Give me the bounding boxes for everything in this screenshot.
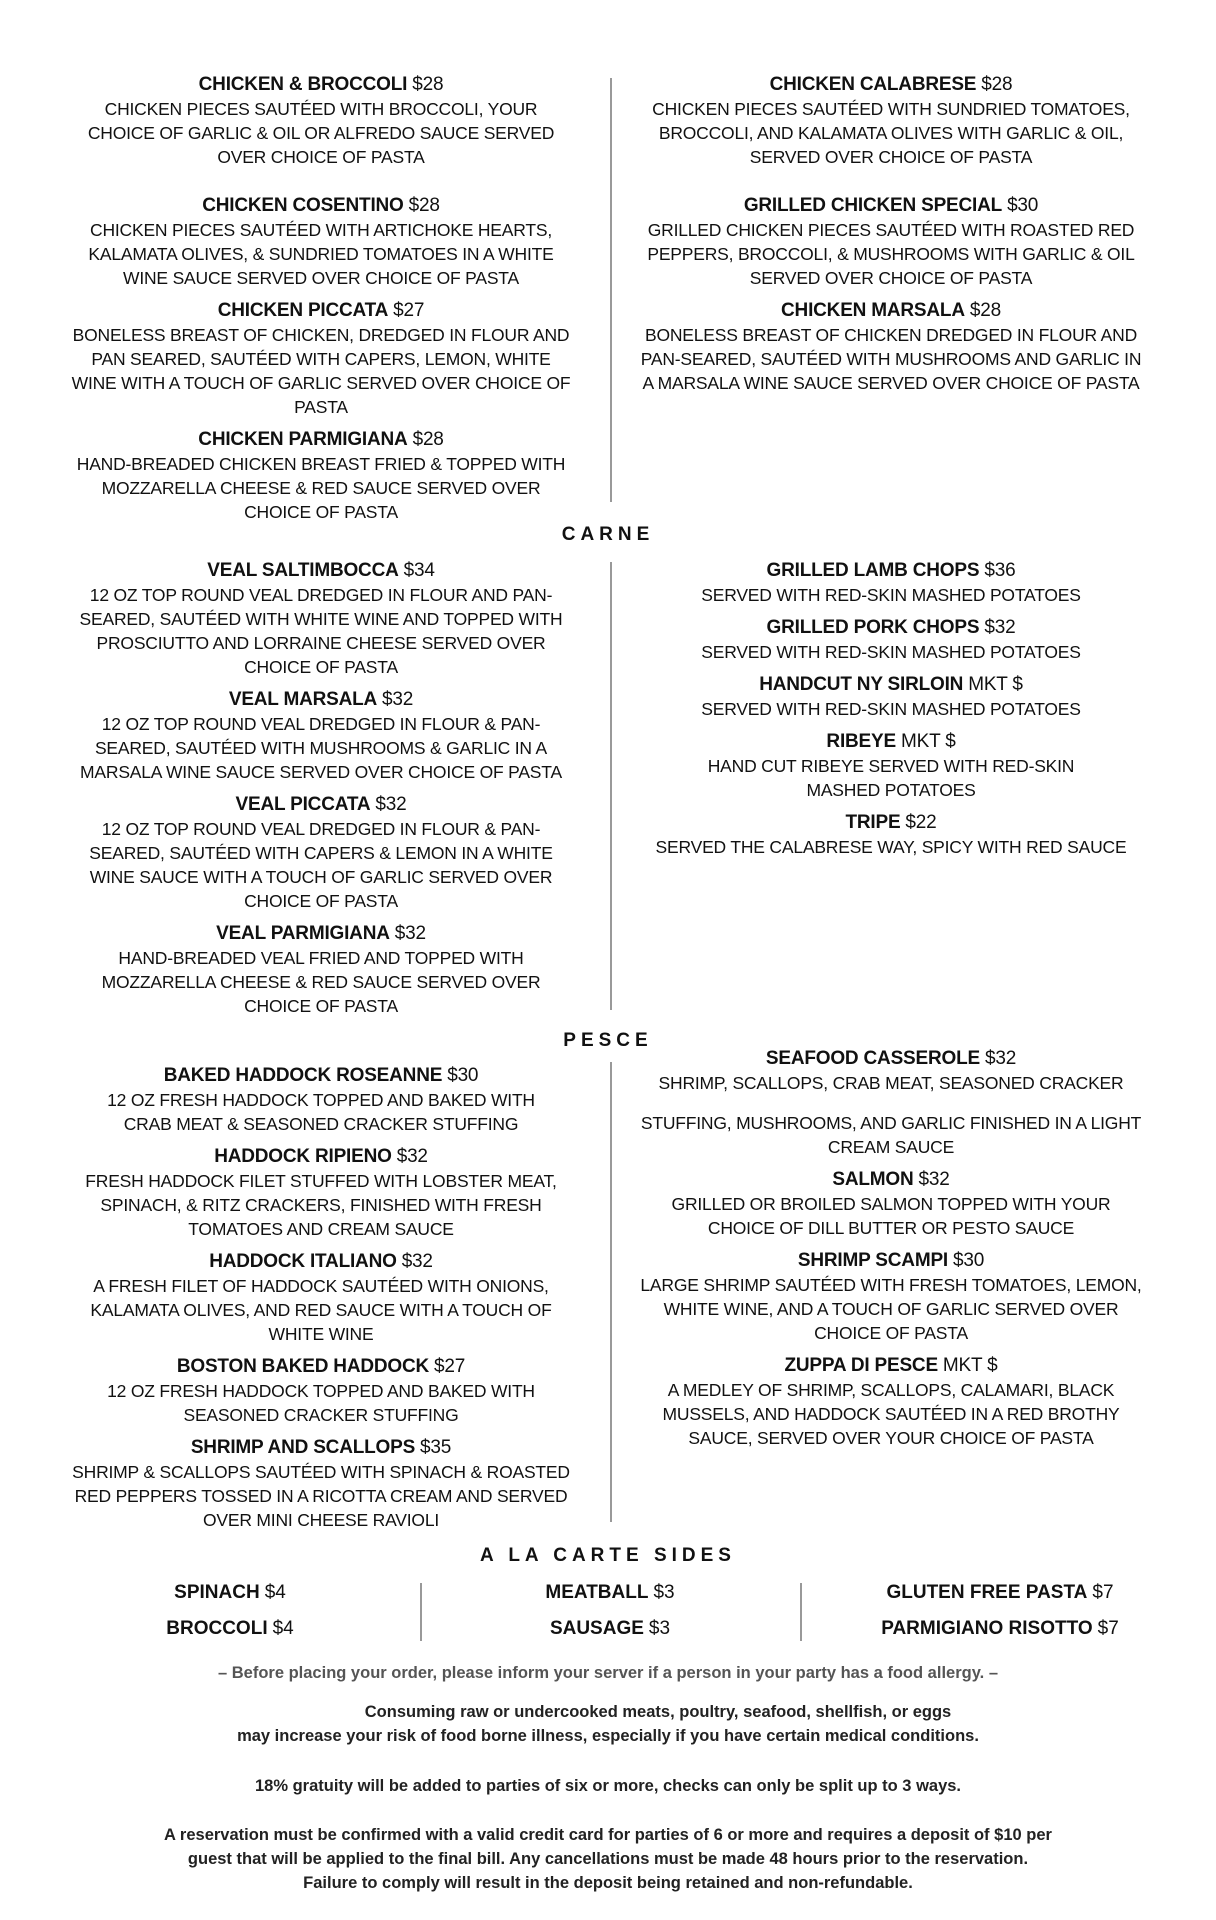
menu-item (70, 427, 572, 524)
side-item (80, 1575, 380, 1611)
item-description: HAND CUT RIBEYE SERVED WITH RED-SKIN MASHED POTATOES (707, 756, 1075, 800)
item-name: VEAL PICCATA (235, 794, 371, 815)
menu-item (70, 558, 572, 679)
menu-item (70, 72, 572, 169)
item-name: SALMON (832, 1169, 914, 1190)
item-description: GRILLED CHICKEN PIECES SAUTÉED WITH ROASTED RED PEPPERS, BROCCOLI, & MUSHROOMS WITH GARLIC & OIL SERVED OVER CHOICE OF PASTA (647, 220, 1135, 288)
item-name: TRIPE (845, 812, 901, 833)
item-name: BOSTON BAKED HADDOCK (176, 1356, 430, 1377)
item-price: $35 (420, 1437, 452, 1458)
item-name: CHICKEN & BROCCOLI (198, 74, 408, 95)
pesce-right-column (640, 1046, 1142, 1458)
item-price: $32 (375, 794, 407, 815)
item-description: FRESH HADDOCK FILET STUFFED WITH LOBSTER MEAT, SPINACH, & RITZ CRACKERS, FINISHED WITH FRESH TOMATOES AND CREAM SAUCE (85, 1171, 557, 1239)
item-name: CHICKEN MARSALA (781, 300, 965, 321)
raw-food-warning-line2: may increase your risk of food borne illness, especially if you have certain medical conditions. (237, 1727, 979, 1745)
item-name: BAKED HADDOCK ROSEANNE (163, 1065, 443, 1086)
pollo-left-column (70, 72, 572, 536)
item-price: $32 (984, 617, 1016, 638)
item-price: $32 (394, 923, 426, 944)
item-name: HADDOCK RIPIENO (214, 1146, 392, 1167)
item-price: $28 (412, 429, 444, 450)
item-description: CHICKEN PIECES SAUTÉED WITH SUNDRIED TOMATOES, BROCCOLI, AND KALAMATA OLIVES WITH GARLIC & OIL, SERVED OVER CHOICE OF PASTA (652, 99, 1130, 167)
side-item (80, 1611, 380, 1647)
menu-item (640, 1167, 1142, 1240)
menu-item (640, 193, 1142, 290)
side-name: PARMIGIANO RISOTTO (881, 1618, 1093, 1639)
item-description: CHICKEN PIECES SAUTÉED WITH ARTICHOKE HEARTS, KALAMATA OLIVES, & SUNDRIED TOMATOES IN A WHITE WINE SAUCE SERVED OVER CHOICE OF PASTA (88, 220, 554, 288)
column-divider (610, 78, 612, 502)
item-name: CHICKEN PICCATA (217, 300, 389, 321)
menu-item (640, 558, 1142, 607)
item-price: MKT $ (968, 674, 1023, 695)
item-description: LARGE SHRIMP SAUTÉED WITH FRESH TOMATOES, LEMON, WHITE WINE, AND A TOUCH OF GARLIC SERVED OVER CHOICE OF PASTA (640, 1275, 1142, 1343)
item-name: GRILLED LAMB CHOPS (766, 560, 980, 581)
item-price: $32 (382, 689, 414, 710)
item-price: $27 (393, 300, 425, 321)
item-name: CHICKEN CALABRESE (769, 74, 977, 95)
item-description: SERVED WITH RED-SKIN MASHED POTATOES (701, 699, 1081, 719)
menu-item (70, 1249, 572, 1346)
item-name: HADDOCK ITALIANO (209, 1251, 397, 1272)
side-price: $7 (1092, 1582, 1114, 1603)
sides-column-1 (80, 1575, 380, 1647)
side-name: SPINACH (174, 1582, 260, 1603)
gratuity-notice: 18% gratuity will be added to parties of six or more, checks can only be split up to 3 ways. (254, 1777, 962, 1795)
menu-item (640, 298, 1142, 395)
menu-item (640, 1248, 1142, 1345)
item-description: 12 OZ TOP ROUND VEAL DREDGED IN FLOUR & PAN-SEARED, SAUTÉED WITH CAPERS & LEMON IN A WHITE WINE SAUCE WITH A TOUCH OF GARLIC SERVED OVER CHOICE OF PASTA (89, 819, 553, 911)
item-description: SERVED WITH RED-SKIN MASHED POTATOES (701, 642, 1081, 662)
item-description: GRILLED OR BROILED SALMON TOPPED WITH YOUR CHOICE OF DILL BUTTER OR PESTO SAUCE (671, 1194, 1111, 1238)
menu-item (640, 1353, 1142, 1450)
menu-item (70, 298, 572, 419)
item-name: VEAL PARMIGIANA (216, 923, 390, 944)
item-description: 12 OZ TOP ROUND VEAL DREDGED IN FLOUR AND PAN-SEARED, SAUTÉED WITH WHITE WINE AND TOPPED WITH PROSCIUTTO AND LORRAINE CHEESE SERVED OVER CHOICE OF PASTA (79, 585, 563, 677)
item-description: BONELESS BREAST OF CHICKEN, DREDGED IN FLOUR AND PAN SEARED, SAUTÉED WITH CAPERS, LEMON, WHITE WINE WITH A TOUCH OF GARLIC SERVED OVER CHOICE OF PASTA (71, 325, 571, 417)
item-name: SEAFOOD CASSEROLE (765, 1048, 980, 1069)
item-price: $32 (984, 1048, 1017, 1069)
menu-item (70, 1144, 572, 1241)
raw-food-warning-line1: Consuming raw or undercooked meats, poultry, seafood, shellfish, or eggs (364, 1703, 952, 1721)
menu-item (640, 1046, 1142, 1159)
item-description: BONELESS BREAST OF CHICKEN DREDGED IN FLOUR AND PAN-SEARED, SAUTÉED WITH MUSHROOMS AND GARLIC IN A MARSALA WINE SAUCE SERVED OVER CHOICE OF PASTA (640, 325, 1142, 393)
item-price: $34 (403, 560, 435, 581)
item-price: $28 (981, 74, 1013, 95)
item-price: $30 (447, 1065, 479, 1086)
item-price: $28 (408, 195, 440, 216)
side-price: $3 (648, 1618, 671, 1639)
item-price: $36 (984, 560, 1016, 581)
item-description-continued: STUFFING, MUSHROOMS, AND GARLIC FINISHED IN A LIGHT CREAM SAUCE (640, 1113, 1142, 1157)
item-name: GRILLED CHICKEN SPECIAL (743, 195, 1003, 216)
menu-item (70, 1354, 572, 1427)
item-price: $22 (905, 812, 937, 833)
reservation-policy: A reservation must be confirmed with a valid credit card for parties of 6 or more and requires a deposit of $10 per guest that will be applied to the final bill. Any cancellations must be made 48 hours prior to the reservation. Failure to comply will result in the deposit being retained and non-refundable. (164, 1826, 1052, 1892)
section-heading-pesce: PESCE (563, 1030, 653, 1051)
item-price: $28 (412, 74, 444, 95)
menu-item (640, 810, 1142, 859)
side-price: $3 (653, 1582, 675, 1603)
side-price: $4 (264, 1582, 286, 1603)
item-description: A FRESH FILET OF HADDOCK SAUTÉED WITH ONIONS, KALAMATA OLIVES, AND RED SAUCE WITH A TOUCH OF WHITE WINE (90, 1276, 552, 1344)
menu-item (70, 921, 572, 1018)
side-item (460, 1575, 760, 1611)
pollo-right-column (640, 72, 1142, 407)
item-name: CHICKEN COSENTINO (202, 195, 404, 216)
side-item (460, 1611, 760, 1647)
item-description: A MEDLEY OF SHRIMP, SCALLOPS, CALAMARI, BLACK MUSSELS, AND HADDOCK SAUTÉED IN A RED BROTHY SAUCE, SERVED OVER YOUR CHOICE OF PASTA (662, 1380, 1120, 1448)
item-description: 12 OZ TOP ROUND VEAL DREDGED IN FLOUR & PAN-SEARED, SAUTÉED WITH MUSHROOMS & GARLIC IN A MARSALA WINE SAUCE SERVED OVER CHOICE OF PASTA (80, 714, 562, 782)
menu-item (70, 1063, 572, 1136)
item-description: CHICKEN PIECES SAUTÉED WITH BROCCOLI, YOUR CHOICE OF GARLIC & OIL OR ALFREDO SAUCE SERVED OVER CHOICE OF PASTA (87, 99, 555, 167)
menu-item (640, 729, 1142, 802)
item-description: SHRIMP & SCALLOPS SAUTÉED WITH SPINACH & ROASTED RED PEPPERS TOSSED IN A RICOTTA CREAM AND SERVED OVER MINI CHEESE RAVIOLI (72, 1462, 570, 1530)
pesce-left-column (70, 1063, 572, 1540)
item-name: SHRIMP AND SCALLOPS (190, 1437, 416, 1458)
section-heading-sides: A LA CARTE SIDES (480, 1545, 736, 1566)
sides-column-2 (460, 1575, 760, 1647)
menu-item (70, 792, 572, 913)
menu-item (70, 193, 572, 290)
menu-item (70, 1435, 572, 1532)
item-name: ZUPPA DI PESCE (784, 1355, 938, 1376)
item-name: VEAL SALTIMBOCCA (207, 560, 399, 581)
item-name: SHRIMP SCAMPI (797, 1250, 948, 1271)
item-price: $28 (969, 300, 1001, 321)
item-description: HAND-BREADED CHICKEN BREAST FRIED & TOPPED WITH MOZZARELLA CHEESE & RED SAUCE SERVED OVER CHOICE OF PASTA (76, 454, 566, 522)
side-price: $7 (1097, 1618, 1119, 1639)
allergy-notice: – Before placing your order, please inform your server if a person in your party has a food allergy. – (217, 1664, 998, 1682)
item-price: $30 (953, 1250, 985, 1271)
item-name: CHICKEN PARMIGIANA (198, 429, 408, 450)
item-description: 12 OZ FRESH HADDOCK TOPPED AND BAKED WITH SEASONED CRACKER STUFFING (107, 1381, 535, 1425)
item-price: MKT $ (942, 1355, 998, 1376)
side-item (830, 1611, 1170, 1647)
carne-left-column (70, 558, 572, 1026)
item-description: SERVED THE CALABRESE WAY, SPICY WITH RED SAUCE (655, 837, 1127, 857)
section-heading-carne: CARNE (561, 524, 655, 545)
item-price: $30 (1007, 195, 1039, 216)
menu-item (640, 72, 1142, 169)
item-description: HAND-BREADED VEAL FRIED AND TOPPED WITH MOZZARELLA CHEESE & RED SAUCE SERVED OVER CHOICE OF PASTA (101, 948, 541, 1016)
item-description: 12 OZ FRESH HADDOCK TOPPED AND BAKED WITH CRAB MEAT & SEASONED CRACKER STUFFING (107, 1090, 535, 1134)
side-name: GLUTEN FREE PASTA (886, 1582, 1088, 1603)
side-name: MEATBALL (545, 1582, 649, 1603)
menu-item (70, 687, 572, 784)
item-name: GRILLED PORK CHOPS (766, 617, 980, 638)
menu-item (640, 615, 1142, 664)
sides-divider (420, 1583, 422, 1641)
item-description: SERVED WITH RED-SKIN MASHED POTATOES (701, 585, 1081, 605)
item-name: HANDCUT NY SIRLOIN (759, 674, 964, 695)
column-divider (610, 562, 612, 1010)
item-price: $27 (434, 1356, 466, 1377)
item-name: RIBEYE (826, 731, 896, 752)
side-name: BROCCOLI (166, 1618, 268, 1639)
raw-food-warning (140, 1700, 1076, 1748)
item-price: $32 (918, 1169, 950, 1190)
item-description: SHRIMP, SCALLOPS, CRAB MEAT, SEASONED CRACKER (658, 1073, 1124, 1093)
item-name: VEAL MARSALA (228, 689, 378, 710)
side-item (830, 1575, 1170, 1611)
column-divider (610, 1062, 612, 1522)
side-price: $4 (272, 1618, 294, 1639)
side-name: SAUSAGE (549, 1618, 644, 1639)
carne-right-column (640, 558, 1142, 867)
sides-divider (800, 1583, 802, 1641)
item-price: $32 (396, 1146, 428, 1167)
menu-item (640, 672, 1142, 721)
item-price: $32 (401, 1251, 433, 1272)
sides-column-3 (830, 1575, 1170, 1647)
item-price: MKT $ (900, 731, 956, 752)
